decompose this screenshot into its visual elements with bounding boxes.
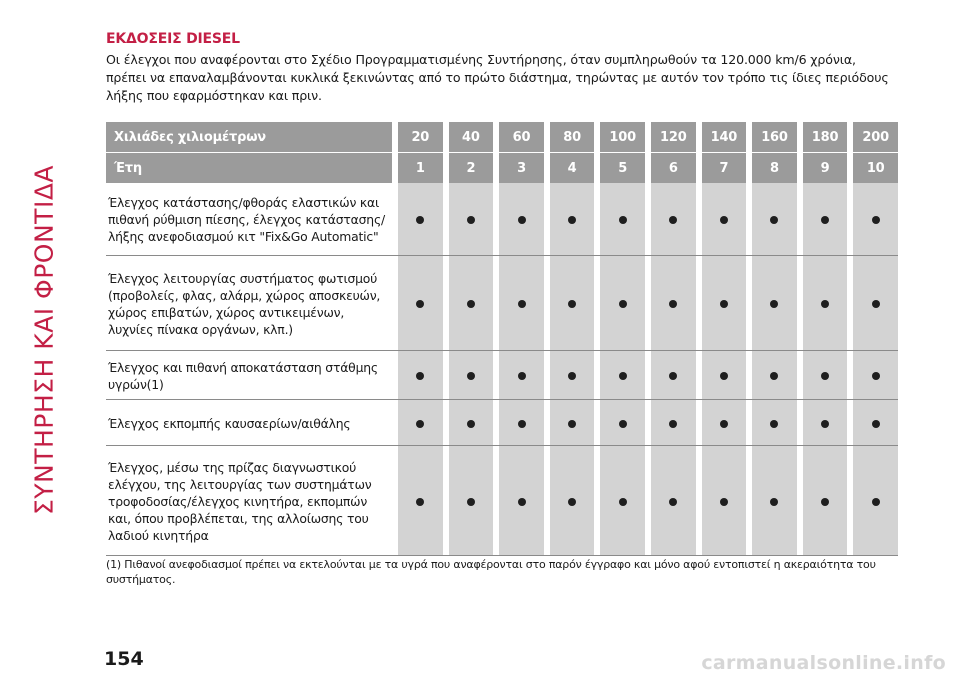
scheduled-dot-icon bbox=[518, 216, 526, 224]
interval-cell bbox=[853, 255, 898, 350]
scheduled-dot-icon bbox=[568, 498, 576, 506]
scheduled-dot-icon bbox=[416, 216, 424, 224]
schedule-row bbox=[106, 445, 898, 555]
km-header-cell-2: 60 bbox=[499, 122, 544, 153]
scheduled-dot-icon bbox=[416, 300, 424, 308]
scheduled-dot-icon bbox=[669, 216, 677, 224]
km-header-cell-1: 40 bbox=[449, 122, 494, 153]
interval-cell bbox=[752, 399, 797, 445]
km-header-cell-5: 120 bbox=[651, 122, 696, 153]
interval-cell bbox=[600, 445, 645, 555]
interval-cell bbox=[702, 445, 747, 555]
interval-cell bbox=[398, 183, 443, 255]
interval-cell bbox=[803, 350, 848, 399]
interval-cell bbox=[600, 350, 645, 399]
scheduled-dot-icon bbox=[770, 216, 778, 224]
km-header-cell-4: 100 bbox=[600, 122, 645, 153]
interval-cell bbox=[752, 183, 797, 255]
scheduled-dot-icon bbox=[467, 216, 475, 224]
interval-cell bbox=[651, 350, 696, 399]
scheduled-dot-icon bbox=[770, 420, 778, 428]
maintenance-schedule-table bbox=[106, 122, 898, 556]
scheduled-dot-icon bbox=[467, 498, 475, 506]
schedule-row bbox=[106, 399, 898, 445]
interval-cell bbox=[550, 445, 595, 555]
scheduled-dot-icon bbox=[872, 372, 880, 380]
footnote-text: Πιθανοί ανεφοδιασμοί πρέπει να εκτελούνται με τα υγρά που αναφέρονται στο παρόν έγγραφο και μόνο αφού εντοπιστεί η ακεραιότητα του συστήματος. bbox=[106, 558, 876, 586]
interval-cell bbox=[398, 399, 443, 445]
interval-cell bbox=[449, 445, 494, 555]
scheduled-dot-icon bbox=[770, 498, 778, 506]
scheduled-dot-icon bbox=[619, 216, 627, 224]
scheduled-dot-icon bbox=[821, 420, 829, 428]
side-section-title: ΣΥΝΤΗΡΗΣΗ ΚΑΙ ΦΡΟΝΤΙΔΑ bbox=[29, 164, 59, 516]
interval-cell bbox=[449, 183, 494, 255]
section-heading: ΕΚΔΟΣΕΙΣ DIESEL bbox=[106, 31, 240, 47]
scheduled-dot-icon bbox=[720, 216, 728, 224]
interval-cell bbox=[398, 350, 443, 399]
scheduled-dot-icon bbox=[669, 420, 677, 428]
scheduled-dot-icon bbox=[720, 420, 728, 428]
interval-cell bbox=[550, 183, 595, 255]
interval-cell bbox=[803, 255, 848, 350]
interval-cell bbox=[651, 445, 696, 555]
years-header-row bbox=[106, 153, 898, 184]
page-number: 154 bbox=[104, 648, 144, 670]
interval-cell bbox=[752, 445, 797, 555]
interval-cell bbox=[651, 255, 696, 350]
scheduled-dot-icon bbox=[518, 498, 526, 506]
interval-cell bbox=[853, 445, 898, 555]
scheduled-dot-icon bbox=[872, 216, 880, 224]
km-header-cell-7: 160 bbox=[752, 122, 797, 153]
scheduled-dot-icon bbox=[619, 420, 627, 428]
year-header-cell-4: 5 bbox=[600, 153, 645, 184]
footnote-marker: (1) bbox=[106, 558, 121, 571]
schedule-row bbox=[106, 183, 898, 255]
scheduled-dot-icon bbox=[518, 420, 526, 428]
interval-cell bbox=[550, 255, 595, 350]
check-item-label: Έλεγχος εκπομπής καυσαερίων/αιθάλης bbox=[106, 399, 392, 445]
scheduled-dot-icon bbox=[568, 420, 576, 428]
scheduled-dot-icon bbox=[669, 300, 677, 308]
scheduled-dot-icon bbox=[568, 372, 576, 380]
scheduled-dot-icon bbox=[720, 498, 728, 506]
scheduled-dot-icon bbox=[669, 372, 677, 380]
year-header-cell-3: 4 bbox=[550, 153, 595, 184]
interval-cell bbox=[600, 183, 645, 255]
scheduled-dot-icon bbox=[518, 300, 526, 308]
footnote bbox=[106, 557, 896, 587]
check-item-label: Έλεγχος και πιθανή αποκατάσταση στάθμης υγρών(1) bbox=[106, 350, 392, 399]
year-header-cell-0: 1 bbox=[398, 153, 443, 184]
interval-cell bbox=[499, 399, 544, 445]
scheduled-dot-icon bbox=[872, 300, 880, 308]
scheduled-dot-icon bbox=[720, 372, 728, 380]
scheduled-dot-icon bbox=[518, 372, 526, 380]
scheduled-dot-icon bbox=[821, 300, 829, 308]
scheduled-dot-icon bbox=[821, 372, 829, 380]
scheduled-dot-icon bbox=[467, 420, 475, 428]
interval-cell bbox=[702, 255, 747, 350]
interval-cell bbox=[499, 350, 544, 399]
year-header-cell-5: 6 bbox=[651, 153, 696, 184]
year-header-cell-1: 2 bbox=[449, 153, 494, 184]
interval-cell bbox=[702, 350, 747, 399]
scheduled-dot-icon bbox=[568, 216, 576, 224]
km-header-cell-8: 180 bbox=[803, 122, 848, 153]
check-item-label: Έλεγχος κατάστασης/φθοράς ελαστικών και πιθανή ρύθμιση πίεσης, έλεγχος κατάστασης/λήξης ανεφοδιασμού κιτ "Fix&Go Automatic" bbox=[106, 183, 392, 255]
km-header-cell-6: 140 bbox=[702, 122, 747, 153]
scheduled-dot-icon bbox=[821, 216, 829, 224]
km-header-cell-0: 20 bbox=[398, 122, 443, 153]
interval-cell bbox=[449, 350, 494, 399]
interval-cell bbox=[702, 183, 747, 255]
year-header-cell-6: 7 bbox=[702, 153, 747, 184]
scheduled-dot-icon bbox=[872, 420, 880, 428]
check-item-label: Έλεγχος, μέσω της πρίζας διαγνωστικού ελέγχου, της λειτουργίας των συστημάτων τροφοδοσίας/έλεγχος κινητήρα, εκπομπών και, όπου προβλέπεται, της αλλοίωσης του λαδιού κινητήρα bbox=[106, 445, 392, 555]
scheduled-dot-icon bbox=[720, 300, 728, 308]
watermark: carmanualsonline.info bbox=[701, 652, 946, 674]
km-header-row bbox=[106, 122, 898, 153]
interval-cell bbox=[803, 183, 848, 255]
interval-cell bbox=[651, 183, 696, 255]
intro-paragraph: Οι έλεγχοι που αναφέρονται στο Σχέδιο Προγραμματισμένης Συντήρησης, όταν συμπληρωθούν τα 120.000 km/6 χρόνια, πρέπει να επαναλαμβάνονται κυκλικά ξεκινώντας από το πρώτο διάστημα, τηρώντας με αυτόν τον τρόπο τις ίδιες περιόδους λήξης που εφαρμόστηκαν και πριν. bbox=[106, 52, 889, 103]
interval-cell bbox=[600, 399, 645, 445]
scheduled-dot-icon bbox=[770, 372, 778, 380]
scheduled-dot-icon bbox=[619, 498, 627, 506]
year-header-cell-2: 3 bbox=[499, 153, 544, 184]
scheduled-dot-icon bbox=[467, 300, 475, 308]
scheduled-dot-icon bbox=[416, 420, 424, 428]
scheduled-dot-icon bbox=[669, 498, 677, 506]
scheduled-dot-icon bbox=[467, 372, 475, 380]
scheduled-dot-icon bbox=[770, 300, 778, 308]
check-item-label: Έλεγχος λειτουργίας συστήματος φωτισμού (προβολείς, φλας, αλάρμ, χώρος αποσκευών, χώρος επιβατών, χώρος αντικειμένων, λυχνίες πίνακα οργάνων, κλπ.) bbox=[106, 255, 392, 350]
interval-cell bbox=[853, 350, 898, 399]
km-header-label: Χιλιάδες χιλιομέτρων bbox=[106, 122, 392, 153]
interval-cell bbox=[702, 399, 747, 445]
interval-cell bbox=[499, 445, 544, 555]
interval-cell bbox=[449, 255, 494, 350]
interval-cell bbox=[803, 399, 848, 445]
km-header-cell-9: 200 bbox=[853, 122, 898, 153]
scheduled-dot-icon bbox=[619, 372, 627, 380]
schedule-row bbox=[106, 255, 898, 350]
interval-cell bbox=[499, 183, 544, 255]
interval-cell bbox=[752, 255, 797, 350]
interval-cell bbox=[449, 399, 494, 445]
scheduled-dot-icon bbox=[416, 372, 424, 380]
scheduled-dot-icon bbox=[568, 300, 576, 308]
interval-cell bbox=[398, 255, 443, 350]
scheduled-dot-icon bbox=[872, 498, 880, 506]
interval-cell bbox=[550, 350, 595, 399]
year-header-cell-7: 8 bbox=[752, 153, 797, 184]
interval-cell bbox=[853, 399, 898, 445]
schedule-row bbox=[106, 350, 898, 399]
schedule-body bbox=[106, 183, 898, 555]
interval-cell bbox=[398, 445, 443, 555]
interval-cell bbox=[651, 399, 696, 445]
km-header-cell-3: 80 bbox=[550, 122, 595, 153]
interval-cell bbox=[752, 350, 797, 399]
interval-cell bbox=[600, 255, 645, 350]
interval-cell bbox=[853, 183, 898, 255]
years-header-label: Έτη bbox=[106, 153, 392, 184]
scheduled-dot-icon bbox=[619, 300, 627, 308]
scheduled-dot-icon bbox=[821, 498, 829, 506]
year-header-cell-9: 10 bbox=[853, 153, 898, 184]
interval-cell bbox=[499, 255, 544, 350]
year-header-cell-8: 9 bbox=[803, 153, 848, 184]
scheduled-dot-icon bbox=[416, 498, 424, 506]
interval-cell bbox=[550, 399, 595, 445]
interval-cell bbox=[803, 445, 848, 555]
